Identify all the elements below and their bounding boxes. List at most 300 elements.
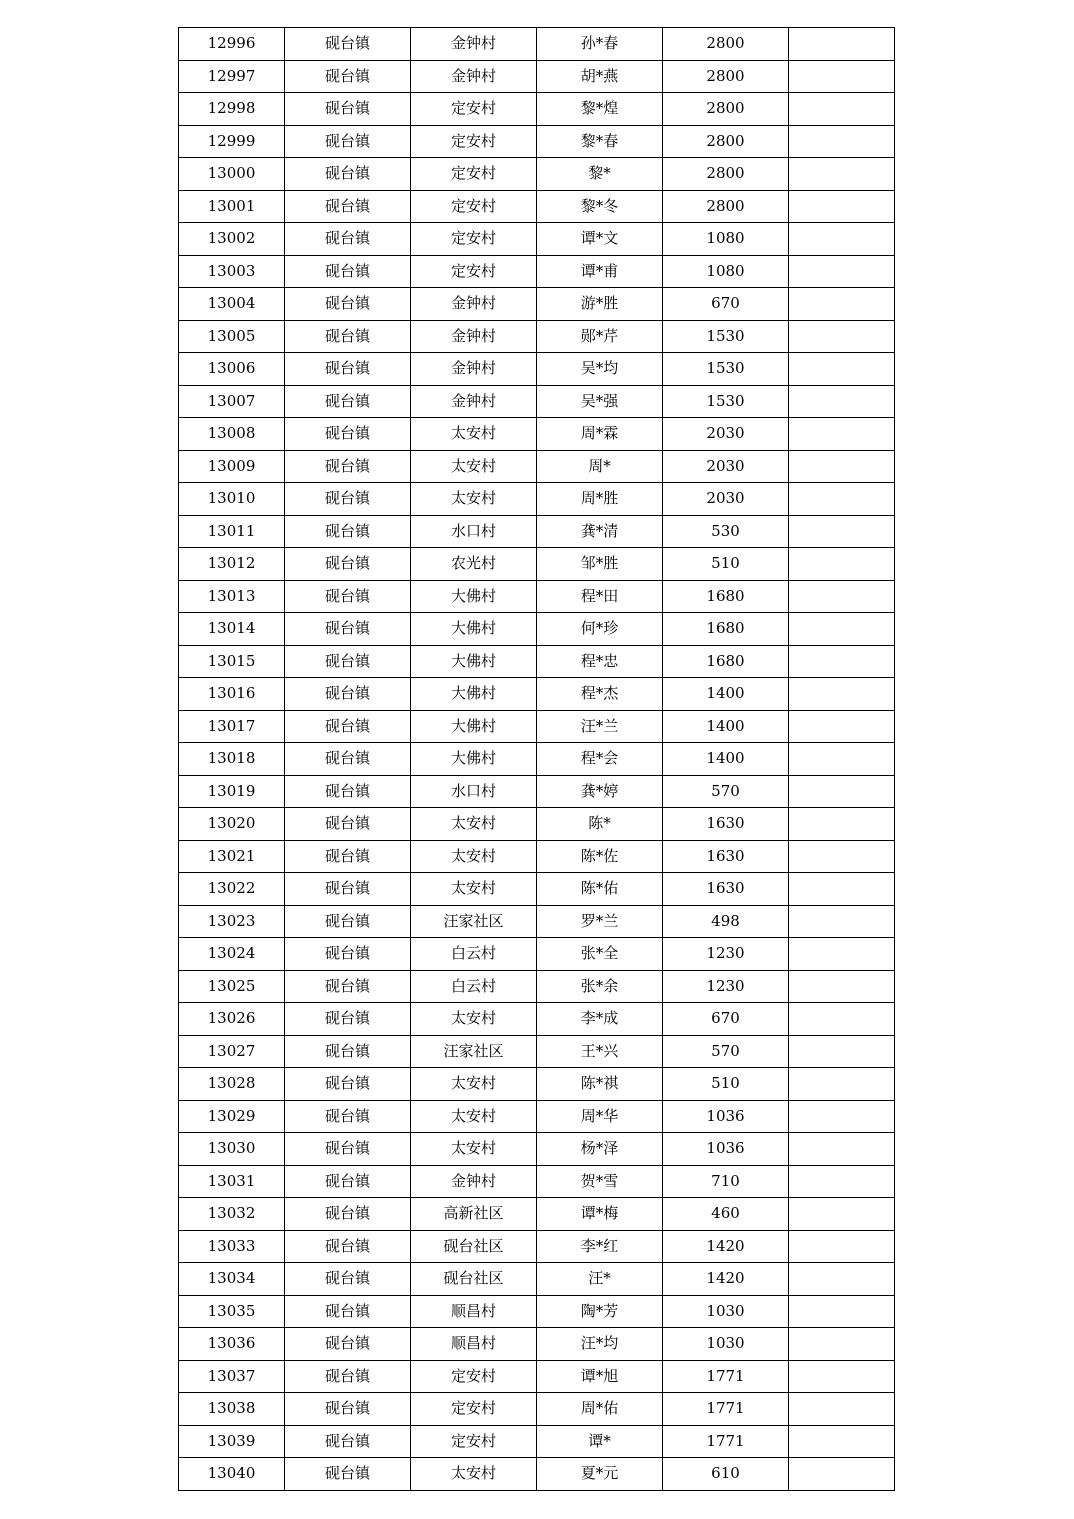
table-row (179, 1295, 895, 1328)
cell-remark (789, 418, 895, 451)
cell-village: 太安村 (411, 840, 537, 873)
cell-town: 砚台镇 (285, 1458, 411, 1491)
table-body (179, 28, 895, 1491)
cell-remark (789, 158, 895, 191)
cell-village: 汪家社区 (411, 905, 537, 938)
table-row (179, 970, 895, 1003)
cell-remark (789, 125, 895, 158)
cell-name: 谭*文 (537, 223, 663, 256)
table-row (179, 93, 895, 126)
cell-village: 顺昌村 (411, 1328, 537, 1361)
cell-town: 砚台镇 (285, 548, 411, 581)
cell-serial-number: 13013 (179, 580, 285, 613)
cell-serial-number: 13018 (179, 743, 285, 776)
cell-town: 砚台镇 (285, 775, 411, 808)
cell-name: 程*会 (537, 743, 663, 776)
table-row (179, 905, 895, 938)
cell-name: 谭*甫 (537, 255, 663, 288)
table-row (179, 1393, 895, 1426)
cell-amount: 610 (663, 1458, 789, 1491)
data-table (178, 27, 895, 1491)
cell-amount: 1680 (663, 613, 789, 646)
cell-remark (789, 775, 895, 808)
table-row (179, 1165, 895, 1198)
cell-village: 定安村 (411, 93, 537, 126)
cell-name: 汪*均 (537, 1328, 663, 1361)
cell-town: 砚台镇 (285, 1035, 411, 1068)
cell-town: 砚台镇 (285, 93, 411, 126)
cell-remark (789, 1295, 895, 1328)
table-row (179, 710, 895, 743)
cell-village: 太安村 (411, 808, 537, 841)
cell-town: 砚台镇 (285, 1425, 411, 1458)
cell-village: 高新社区 (411, 1198, 537, 1231)
cell-serial-number: 13036 (179, 1328, 285, 1361)
cell-name: 游*胜 (537, 288, 663, 321)
cell-amount: 1400 (663, 678, 789, 711)
cell-remark (789, 1230, 895, 1263)
cell-village: 大佛村 (411, 710, 537, 743)
cell-amount: 670 (663, 1003, 789, 1036)
cell-name: 邹*胜 (537, 548, 663, 581)
cell-village: 太安村 (411, 450, 537, 483)
cell-amount: 1030 (663, 1295, 789, 1328)
cell-village: 金钟村 (411, 385, 537, 418)
cell-remark (789, 60, 895, 93)
cell-amount: 570 (663, 775, 789, 808)
cell-remark (789, 1100, 895, 1133)
table-row (179, 938, 895, 971)
cell-remark (789, 1328, 895, 1361)
cell-serial-number: 13022 (179, 873, 285, 906)
cell-name: 周*佑 (537, 1393, 663, 1426)
cell-serial-number: 13040 (179, 1458, 285, 1491)
table-row (179, 1263, 895, 1296)
cell-amount: 1036 (663, 1133, 789, 1166)
cell-amount: 1080 (663, 255, 789, 288)
table-row (179, 1198, 895, 1231)
cell-amount: 1420 (663, 1230, 789, 1263)
cell-village: 水口村 (411, 775, 537, 808)
cell-serial-number: 13005 (179, 320, 285, 353)
cell-village: 金钟村 (411, 320, 537, 353)
cell-town: 砚台镇 (285, 1263, 411, 1296)
cell-serial-number: 13004 (179, 288, 285, 321)
cell-remark (789, 288, 895, 321)
table-row (179, 743, 895, 776)
cell-remark (789, 840, 895, 873)
cell-town: 砚台镇 (285, 613, 411, 646)
cell-serial-number: 13025 (179, 970, 285, 1003)
cell-village: 定安村 (411, 1360, 537, 1393)
cell-serial-number: 13037 (179, 1360, 285, 1393)
cell-remark (789, 1165, 895, 1198)
cell-remark (789, 255, 895, 288)
cell-town: 砚台镇 (285, 385, 411, 418)
cell-town: 砚台镇 (285, 515, 411, 548)
cell-name: 陈*佑 (537, 873, 663, 906)
cell-remark (789, 1425, 895, 1458)
cell-serial-number: 13010 (179, 483, 285, 516)
cell-remark (789, 580, 895, 613)
cell-remark (789, 710, 895, 743)
table-row (179, 385, 895, 418)
cell-name: 罗*兰 (537, 905, 663, 938)
cell-town: 砚台镇 (285, 873, 411, 906)
cell-village: 顺昌村 (411, 1295, 537, 1328)
cell-serial-number: 12998 (179, 93, 285, 126)
table-row (179, 678, 895, 711)
cell-town: 砚台镇 (285, 1100, 411, 1133)
table-row (179, 483, 895, 516)
cell-serial-number: 13002 (179, 223, 285, 256)
cell-name: 吴*均 (537, 353, 663, 386)
cell-name: 孙*春 (537, 28, 663, 61)
table-row (179, 1360, 895, 1393)
cell-town: 砚台镇 (285, 1393, 411, 1426)
cell-village: 太安村 (411, 873, 537, 906)
cell-amount: 498 (663, 905, 789, 938)
cell-amount: 1771 (663, 1393, 789, 1426)
cell-name: 程*杰 (537, 678, 663, 711)
cell-town: 砚台镇 (285, 418, 411, 451)
cell-name: 程*田 (537, 580, 663, 613)
cell-village: 金钟村 (411, 1165, 537, 1198)
cell-town: 砚台镇 (285, 190, 411, 223)
table-row (179, 580, 895, 613)
table-row (179, 645, 895, 678)
cell-amount: 460 (663, 1198, 789, 1231)
cell-remark (789, 1035, 895, 1068)
cell-name: 谭*梅 (537, 1198, 663, 1231)
cell-name: 吴*强 (537, 385, 663, 418)
cell-serial-number: 13020 (179, 808, 285, 841)
cell-village: 太安村 (411, 418, 537, 451)
cell-village: 大佛村 (411, 645, 537, 678)
cell-remark (789, 938, 895, 971)
cell-town: 砚台镇 (285, 1133, 411, 1166)
cell-remark (789, 905, 895, 938)
cell-name: 周*华 (537, 1100, 663, 1133)
table-row (179, 255, 895, 288)
cell-amount: 2800 (663, 93, 789, 126)
cell-serial-number: 13030 (179, 1133, 285, 1166)
cell-village: 定安村 (411, 1425, 537, 1458)
cell-serial-number: 13007 (179, 385, 285, 418)
cell-name: 黎* (537, 158, 663, 191)
cell-remark (789, 450, 895, 483)
cell-remark (789, 28, 895, 61)
cell-remark (789, 1263, 895, 1296)
cell-amount: 570 (663, 1035, 789, 1068)
cell-serial-number: 13016 (179, 678, 285, 711)
cell-village: 大佛村 (411, 613, 537, 646)
cell-town: 砚台镇 (285, 1003, 411, 1036)
cell-village: 金钟村 (411, 288, 537, 321)
cell-name: 龚*婷 (537, 775, 663, 808)
table-row (179, 320, 895, 353)
table-row (179, 1230, 895, 1263)
cell-remark (789, 1393, 895, 1426)
cell-serial-number: 13034 (179, 1263, 285, 1296)
cell-serial-number: 13000 (179, 158, 285, 191)
cell-village: 太安村 (411, 1458, 537, 1491)
cell-village: 砚台社区 (411, 1263, 537, 1296)
cell-amount: 670 (663, 288, 789, 321)
cell-name: 汪*兰 (537, 710, 663, 743)
table-row (179, 1068, 895, 1101)
table-row (179, 808, 895, 841)
cell-village: 水口村 (411, 515, 537, 548)
cell-name: 周*胜 (537, 483, 663, 516)
cell-amount: 510 (663, 1068, 789, 1101)
cell-town: 砚台镇 (285, 158, 411, 191)
cell-serial-number: 13029 (179, 1100, 285, 1133)
table-row (179, 28, 895, 61)
cell-name: 黎*春 (537, 125, 663, 158)
cell-amount: 2030 (663, 450, 789, 483)
table-row (179, 288, 895, 321)
cell-town: 砚台镇 (285, 450, 411, 483)
cell-serial-number: 13001 (179, 190, 285, 223)
cell-name: 陈* (537, 808, 663, 841)
table-row (179, 1003, 895, 1036)
cell-name: 陈*祺 (537, 1068, 663, 1101)
cell-name: 周*霖 (537, 418, 663, 451)
cell-village: 太安村 (411, 1100, 537, 1133)
cell-amount: 1400 (663, 710, 789, 743)
cell-village: 太安村 (411, 483, 537, 516)
table-row (179, 873, 895, 906)
cell-remark (789, 1003, 895, 1036)
cell-town: 砚台镇 (285, 353, 411, 386)
cell-town: 砚台镇 (285, 1198, 411, 1231)
cell-amount: 1080 (663, 223, 789, 256)
cell-serial-number: 12999 (179, 125, 285, 158)
table-row (179, 60, 895, 93)
cell-serial-number: 13027 (179, 1035, 285, 1068)
cell-village: 定安村 (411, 190, 537, 223)
cell-serial-number: 13023 (179, 905, 285, 938)
cell-name: 李*成 (537, 1003, 663, 1036)
cell-serial-number: 13019 (179, 775, 285, 808)
table-row (179, 1425, 895, 1458)
cell-town: 砚台镇 (285, 743, 411, 776)
cell-town: 砚台镇 (285, 320, 411, 353)
cell-village: 汪家社区 (411, 1035, 537, 1068)
cell-village: 大佛村 (411, 743, 537, 776)
cell-name: 李*红 (537, 1230, 663, 1263)
table-row (179, 1328, 895, 1361)
cell-name: 郧*芹 (537, 320, 663, 353)
cell-town: 砚台镇 (285, 970, 411, 1003)
cell-serial-number: 13015 (179, 645, 285, 678)
table-row (179, 450, 895, 483)
table-row (179, 515, 895, 548)
cell-remark (789, 873, 895, 906)
cell-name: 杨*泽 (537, 1133, 663, 1166)
cell-serial-number: 13031 (179, 1165, 285, 1198)
cell-serial-number: 13035 (179, 1295, 285, 1328)
cell-serial-number: 13009 (179, 450, 285, 483)
cell-serial-number: 13032 (179, 1198, 285, 1231)
cell-village: 砚台社区 (411, 1230, 537, 1263)
cell-town: 砚台镇 (285, 710, 411, 743)
cell-name: 张*全 (537, 938, 663, 971)
cell-town: 砚台镇 (285, 255, 411, 288)
cell-remark (789, 678, 895, 711)
cell-town: 砚台镇 (285, 288, 411, 321)
cell-remark (789, 223, 895, 256)
cell-name: 陈*佐 (537, 840, 663, 873)
cell-town: 砚台镇 (285, 645, 411, 678)
cell-village: 太安村 (411, 1003, 537, 1036)
cell-serial-number: 13038 (179, 1393, 285, 1426)
table-row (179, 1035, 895, 1068)
cell-town: 砚台镇 (285, 1360, 411, 1393)
cell-town: 砚台镇 (285, 28, 411, 61)
cell-remark (789, 353, 895, 386)
cell-amount: 1030 (663, 1328, 789, 1361)
cell-amount: 2800 (663, 190, 789, 223)
cell-town: 砚台镇 (285, 60, 411, 93)
cell-serial-number: 13003 (179, 255, 285, 288)
cell-village: 大佛村 (411, 580, 537, 613)
cell-amount: 2800 (663, 60, 789, 93)
cell-amount: 1400 (663, 743, 789, 776)
cell-serial-number: 13012 (179, 548, 285, 581)
cell-serial-number: 13028 (179, 1068, 285, 1101)
cell-amount: 1230 (663, 938, 789, 971)
cell-remark (789, 385, 895, 418)
cell-name: 周* (537, 450, 663, 483)
cell-town: 砚台镇 (285, 840, 411, 873)
cell-remark (789, 1198, 895, 1231)
cell-remark (789, 515, 895, 548)
cell-town: 砚台镇 (285, 905, 411, 938)
cell-town: 砚台镇 (285, 1165, 411, 1198)
cell-name: 贺*雪 (537, 1165, 663, 1198)
table-row (179, 418, 895, 451)
cell-amount: 530 (663, 515, 789, 548)
cell-remark (789, 645, 895, 678)
cell-amount: 1680 (663, 580, 789, 613)
cell-amount: 2800 (663, 28, 789, 61)
cell-village: 定安村 (411, 255, 537, 288)
cell-remark (789, 808, 895, 841)
cell-name: 张*余 (537, 970, 663, 1003)
cell-remark (789, 1133, 895, 1166)
cell-remark (789, 548, 895, 581)
cell-amount: 1771 (663, 1425, 789, 1458)
cell-village: 农光村 (411, 548, 537, 581)
cell-amount: 510 (663, 548, 789, 581)
cell-amount: 1630 (663, 873, 789, 906)
cell-amount: 1230 (663, 970, 789, 1003)
cell-village: 白云村 (411, 970, 537, 1003)
cell-name: 胡*燕 (537, 60, 663, 93)
cell-town: 砚台镇 (285, 1230, 411, 1263)
cell-amount: 1771 (663, 1360, 789, 1393)
cell-name: 谭* (537, 1425, 663, 1458)
cell-serial-number: 13008 (179, 418, 285, 451)
cell-village: 定安村 (411, 1393, 537, 1426)
table-row (179, 158, 895, 191)
cell-village: 定安村 (411, 158, 537, 191)
cell-name: 王*兴 (537, 1035, 663, 1068)
cell-serial-number: 13011 (179, 515, 285, 548)
cell-serial-number: 13039 (179, 1425, 285, 1458)
cell-village: 定安村 (411, 125, 537, 158)
table-row (179, 125, 895, 158)
cell-amount: 1530 (663, 385, 789, 418)
cell-village: 白云村 (411, 938, 537, 971)
cell-name: 龚*清 (537, 515, 663, 548)
cell-serial-number: 13017 (179, 710, 285, 743)
cell-village: 定安村 (411, 223, 537, 256)
cell-name: 夏*元 (537, 1458, 663, 1491)
cell-amount: 2030 (663, 418, 789, 451)
cell-village: 大佛村 (411, 678, 537, 711)
cell-town: 砚台镇 (285, 678, 411, 711)
cell-remark (789, 483, 895, 516)
cell-town: 砚台镇 (285, 938, 411, 971)
cell-name: 汪* (537, 1263, 663, 1296)
cell-town: 砚台镇 (285, 125, 411, 158)
cell-name: 黎*煌 (537, 93, 663, 126)
cell-remark (789, 1360, 895, 1393)
table-row (179, 548, 895, 581)
cell-name: 何*珍 (537, 613, 663, 646)
table-row (179, 1458, 895, 1491)
cell-serial-number: 13021 (179, 840, 285, 873)
cell-village: 金钟村 (411, 353, 537, 386)
table-row (179, 190, 895, 223)
cell-amount: 1630 (663, 840, 789, 873)
cell-village: 金钟村 (411, 28, 537, 61)
cell-amount: 2800 (663, 125, 789, 158)
cell-town: 砚台镇 (285, 1328, 411, 1361)
cell-serial-number: 13026 (179, 1003, 285, 1036)
cell-name: 黎*冬 (537, 190, 663, 223)
cell-remark (789, 190, 895, 223)
cell-amount: 1680 (663, 645, 789, 678)
cell-town: 砚台镇 (285, 1295, 411, 1328)
cell-remark (789, 613, 895, 646)
cell-remark (789, 93, 895, 126)
cell-remark (789, 743, 895, 776)
cell-amount: 1530 (663, 353, 789, 386)
cell-amount: 2800 (663, 158, 789, 191)
cell-village: 太安村 (411, 1133, 537, 1166)
cell-remark (789, 970, 895, 1003)
cell-serial-number: 12997 (179, 60, 285, 93)
cell-amount: 2030 (663, 483, 789, 516)
table-row (179, 613, 895, 646)
cell-amount: 1420 (663, 1263, 789, 1296)
table-row (179, 1133, 895, 1166)
cell-remark (789, 1458, 895, 1491)
table-row (179, 775, 895, 808)
table-row (179, 353, 895, 386)
cell-name: 程*忠 (537, 645, 663, 678)
table-row (179, 223, 895, 256)
cell-amount: 710 (663, 1165, 789, 1198)
cell-amount: 1630 (663, 808, 789, 841)
cell-serial-number: 13024 (179, 938, 285, 971)
cell-name: 谭*旭 (537, 1360, 663, 1393)
cell-name: 陶*芳 (537, 1295, 663, 1328)
